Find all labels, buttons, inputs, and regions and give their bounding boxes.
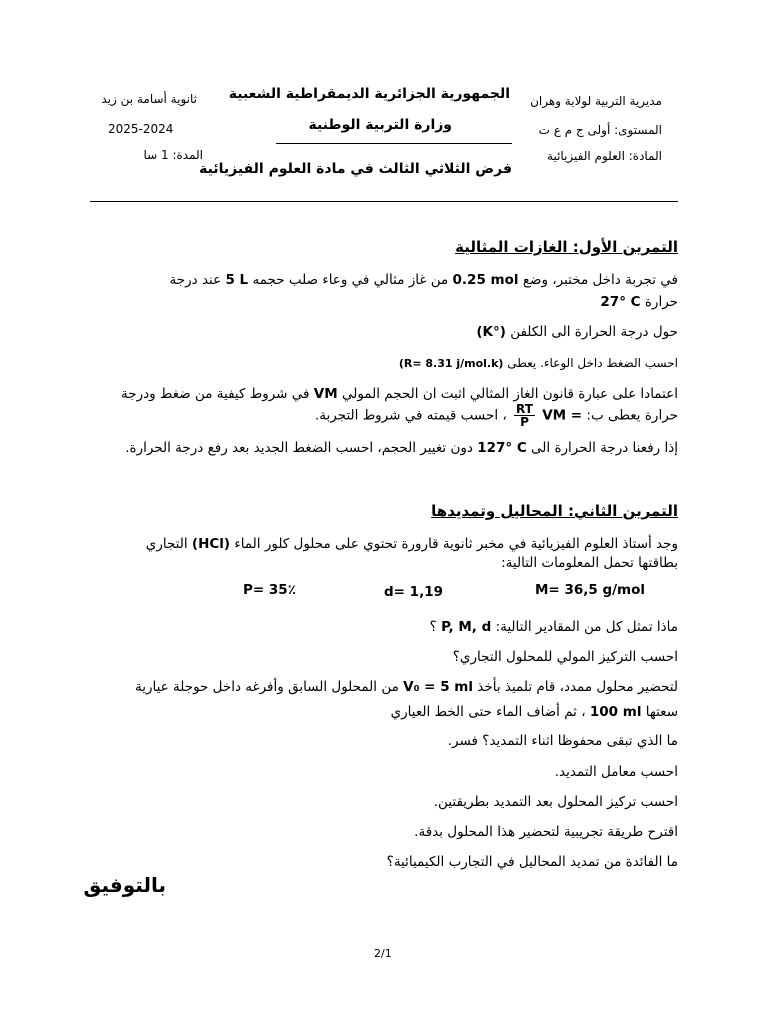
- exercise1-statement-line2: حرارة 27° C: [600, 294, 678, 310]
- header-divider: [90, 201, 678, 202]
- exercise2-question8: ما الفائدة من تمديد المحاليل في التجارب الكيميائية؟: [386, 854, 678, 870]
- exercise1-question2: احسب الضغط داخل الوعاء. يعطى (R= 8.31 j/mol.k): [398, 356, 678, 370]
- exercise1-question4: إذا رفعنا درجة الحرارة الى 127° C دون تغيير الحجم، احسب الضغط الجديد بعد رفع درجة الحرارة.: [125, 440, 678, 456]
- republic-title: الجمهورية الجزائرية الديمقراطية الشعبية: [228, 86, 510, 102]
- school-year: 2025-2024: [108, 122, 174, 136]
- exercise2-question2: احسب التركيز المولي للمحلول التجاري؟: [452, 649, 678, 665]
- closing-wish: بالتوفيق: [83, 873, 166, 897]
- data-molar-mass: M= 36,5 g/mol: [535, 582, 646, 598]
- header-center-rule: [276, 143, 512, 144]
- school-name: ثانوية أسامة بن زيد: [101, 92, 197, 106]
- level-label: المستوى: أولى ج م ع ت: [538, 123, 662, 137]
- subject-label: المادة: العلوم الفيزيائية: [547, 149, 662, 163]
- exercise2-question3-line1: لتحضير محلول ممدد، قام تلميذ بأخذ V₀ = 5 ml من المحلول السابق وأفرغه داخل حوجلة عيارية: [134, 679, 678, 695]
- exercise1-question3-line2: حرارة يعطى ب: VM = $\frac{RT}{P}$ ، احسب قيمته في شروط التجربة.: [315, 402, 678, 429]
- data-density: d= 1,19: [384, 584, 443, 600]
- exercise1-statement-line1: في تجربة داخل مختبر، وضع 0.25 mol من غاز مثالي في وعاء صلب حجمه 5 L عند درجة: [169, 272, 678, 288]
- exam-title: فرض الثلاثي الثالث في مادة العلوم الفيزيائية: [199, 161, 512, 177]
- exercise1-question1: حول درجة الحرارة الى الكلفن (K°): [476, 324, 678, 340]
- molar-volume-formula-lhs: VM =: [542, 407, 583, 424]
- exercise2-intro-line1: وجد أستاذ العلوم الفيزيائية في مخبر ثانوية قارورة تحتوي على محلول كلور الماء (HCl) التجاري: [145, 536, 678, 552]
- exercise1-title: التمرين الأول: الغازات المثالية: [455, 238, 678, 256]
- exam-duration: المدة: 1 سا: [143, 148, 203, 162]
- exercise2-question5: احسب معامل التمديد.: [554, 764, 678, 780]
- page-number: 2/1: [374, 947, 392, 960]
- exercise1-question3-line1: اعتمادا على عبارة قانون الغاز المثالي اثبت ان الحجم المولي VM في شروط كيفية من ضغط ودرجة: [120, 386, 678, 402]
- ministry-title: وزارة التربية الوطنية: [308, 117, 452, 133]
- exercise2-question3-line2: سعتها 100 ml ، ثم أضاف الماء حتى الخط العياري: [390, 704, 678, 720]
- exercise2-intro-line2: بطاقتها تحمل المعلومات التالية:: [501, 555, 678, 571]
- data-percentage: P= 35٪: [243, 582, 296, 598]
- directorate-name: مديرية التربية لولاية وهران: [530, 94, 662, 108]
- molar-volume-fraction: $\frac{RT}{P}$: [516, 402, 533, 429]
- exercise2-question1: ماذا تمثل كل من المقادير التالية: P, M, d ؟: [429, 619, 678, 635]
- exercise2-question4: ما الذي تبقى محفوظا اثناء التمديد؟ فسر.: [447, 733, 678, 749]
- exercise2-question6: احسب تركيز المحلول بعد التمديد بطريقتين.: [433, 794, 678, 810]
- exercise2-question7: اقترح طريقة تجريبية لتحضير هذا المحلول بدقة.: [414, 824, 678, 840]
- exercise2-title: التمرين الثاني: المحاليل وتمديدها: [431, 502, 678, 520]
